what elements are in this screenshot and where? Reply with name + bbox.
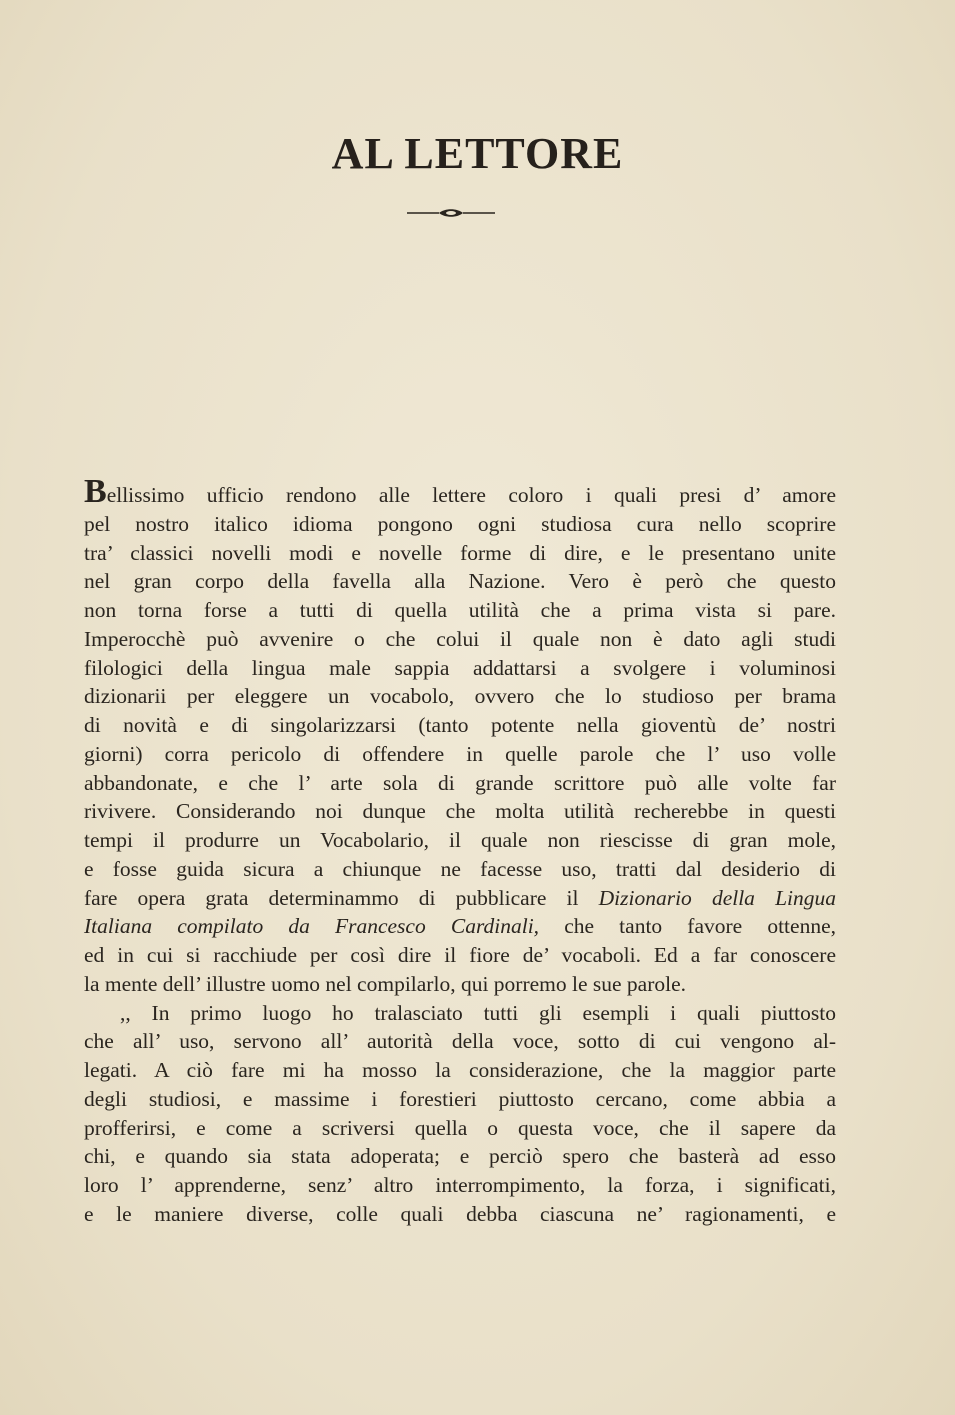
text-line: loro l’ apprenderne, senz’ altro interrompimento, la forza, i significati, xyxy=(84,1173,836,1197)
paragraph-2 xyxy=(84,999,836,1229)
text-line: e fosse guida sicura a chiunque ne facesse uso, tratti dal desiderio di xyxy=(84,856,836,881)
text-line: ed in cui si racchiude per così dire il fiore de’ vocaboli. Ed a far conoscere xyxy=(84,943,836,967)
text-line: chi, e quando sia stata adoperata; e perciò spero che basterà ad esso xyxy=(84,1144,836,1169)
text-line: che all’ uso, servono all’ autorità della voce, sotto di cui vengono al- xyxy=(84,1029,836,1054)
page-title: AL LETTORE xyxy=(331,129,624,178)
body-text xyxy=(84,473,836,1229)
text-line: giorni) corra pericolo di offendere in quelle parole che l’ uso volle xyxy=(84,741,836,766)
ornament-rule xyxy=(405,206,497,220)
line-text: fare opera grata determinammo di pubblicare il xyxy=(84,885,579,910)
text-line: di novità e di singolarizzarsi (tanto potente nella gioventù de’ nostri xyxy=(84,713,836,737)
paragraph-1 xyxy=(84,473,836,999)
drop-cap: B xyxy=(84,473,107,510)
italic-title-part: Italiana compilato da Francesco Cardinali, xyxy=(84,914,540,939)
text-line: legati. A ciò fare mi ha mosso la considerazione, che la maggior parte xyxy=(84,1058,836,1082)
line-text: che tanto favore ottenne, xyxy=(564,914,836,939)
text-line: profferirsi, e come a scriversi quella o questa voce, che il sapere da xyxy=(84,1115,836,1140)
text-line: la mente dell’ illustre uomo nel compilarlo, qui porremo le sue parole. xyxy=(84,971,687,996)
text-line: degli studiosi, e massime i forestieri piuttosto cercano, come abbia a xyxy=(84,1086,836,1111)
text-line xyxy=(84,884,836,913)
text-line: abbandonate, e che l’ arte sola di grande scrittore può alle volte far xyxy=(84,770,836,795)
text-line: non torna forse a tutti di quella utilità che a prima vista si pare. xyxy=(84,598,836,622)
text-line: tempi il produrre un Vocabolario, il quale non riescisse di gran mole, xyxy=(84,828,836,852)
text-line: nel gran corpo della favella alla Nazione. Vero è però che questo xyxy=(84,569,836,594)
text-line: rivivere. Considerando noi dunque che molta utilità recherebbe in questi xyxy=(84,799,836,824)
text-line: tra’ classici novelli modi e novelle forme di dire, e le presentano unite xyxy=(84,540,836,565)
text-line xyxy=(84,473,836,510)
text-line: e le maniere diverse, colle quali debba ciascuna ne’ ragionamenti, e xyxy=(84,1201,836,1226)
italic-title-part: Dizionario della Lingua xyxy=(598,885,836,910)
text-line: ,, In primo luogo ho tralasciato tutti gli esempli i quali piuttosto xyxy=(120,1000,836,1025)
text-line: filologici della lingua male sappia addattarsi a svolgere i voluminosi xyxy=(84,655,836,680)
text-line: Imperocchè può avvenire o che colui il quale non è dato agli studi xyxy=(84,626,836,651)
text-line: dizionarii per eleggere un vocabolo, ovvero che lo studioso per brama xyxy=(84,684,836,709)
text-line: pel nostro italico idioma pongono ogni studiosa cura nello scoprire xyxy=(84,511,836,536)
text-line xyxy=(84,912,836,941)
line-text: ellissimo ufficio rendono alle lettere coloro i quali presi d’ amore xyxy=(106,483,836,507)
